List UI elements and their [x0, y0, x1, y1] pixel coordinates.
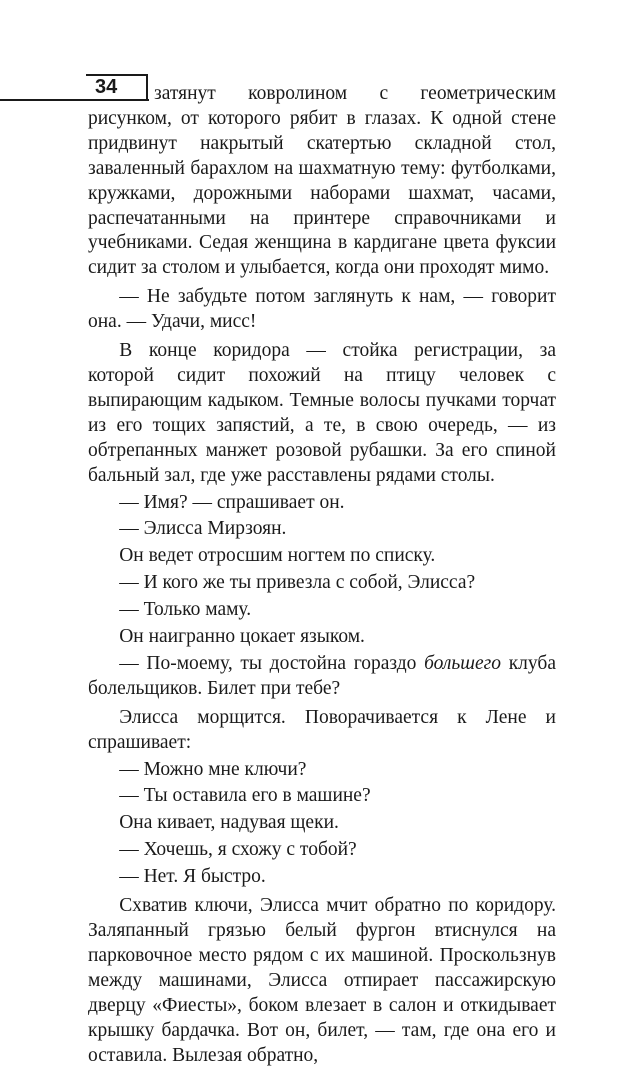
paragraph: — Хочешь, я схожу с тобой? [119, 839, 357, 861]
paragraph-text: клуба болельщиков. Билет при тебе? [88, 652, 556, 699]
paragraph: В конце коридора — стойка регистрации, за которой сидит похожий на птицу человек с выпирающим кадыком. Темные волосы пучками торчат из его тощих запястий, а те, в свою очередь, — из обтрепанных манжет розовой рубашки. За его спиной бальный зал, где уже расставлены рядами столы. [88, 340, 556, 486]
body-text [88, 82, 556, 1068]
paragraph: Схватив ключи, Элисса мчит обратно по коридору. Заляпанный грязью белый фургон втиснулся на парковочное место рядом с их машиной. Проскользнув между машинами, Элисса отпирает пассажирскую дверцу «Фиесты», боком влезает в салон и откидывает крышку бардачка. Вот он, билет, — там, где она его и оставила. Вылезая обратно, [88, 895, 556, 1066]
paragraph [88, 652, 556, 702]
paragraph: затянут ковролином с геометрическим рисунком, от которого рябит в глазах. К одной стене придвинут накрытый скатертью складной стол, заваленный барахлом на шахматную тему: футболками, кружками, дорожными наборами шахмат, часами, распечатанными на принтере справочниками и учебниками. Седая женщина в кардигане цвета фуксии сидит за столом и улыбается, когда они проходят мимо. [88, 83, 556, 279]
paragraph: — Нет. Я быстро. [119, 866, 266, 888]
paragraph-text: — По-моему, ты достойна гораздо [119, 652, 425, 674]
paragraph: — Не забудьте потом заглянуть к нам, — говорит она. — Удачи, мисс! [88, 286, 556, 333]
paragraph: — И кого же ты привезла с собой, Элисса? [119, 572, 476, 594]
paragraph: — Только маму. [119, 599, 252, 621]
page-number: 34 [95, 76, 118, 98]
paragraph: Он наигранно цокает языком. [119, 626, 365, 648]
paragraph: — Можно мне ключи? [119, 758, 307, 780]
paragraph: — Имя? — спрашивает он. [119, 491, 345, 513]
paragraph: — Ты оставила его в машине? [119, 785, 371, 807]
paragraph: — Элисса Мирзоян. [119, 518, 287, 540]
emphasis-text: большего [424, 652, 502, 674]
paragraph: Он ведет отросшим ногтем по списку. [119, 545, 436, 567]
paragraph: Она кивает, надувая щеки. [119, 812, 339, 834]
paragraph: Элисса морщится. Поворачивается к Лене и спрашивает: [88, 706, 556, 753]
